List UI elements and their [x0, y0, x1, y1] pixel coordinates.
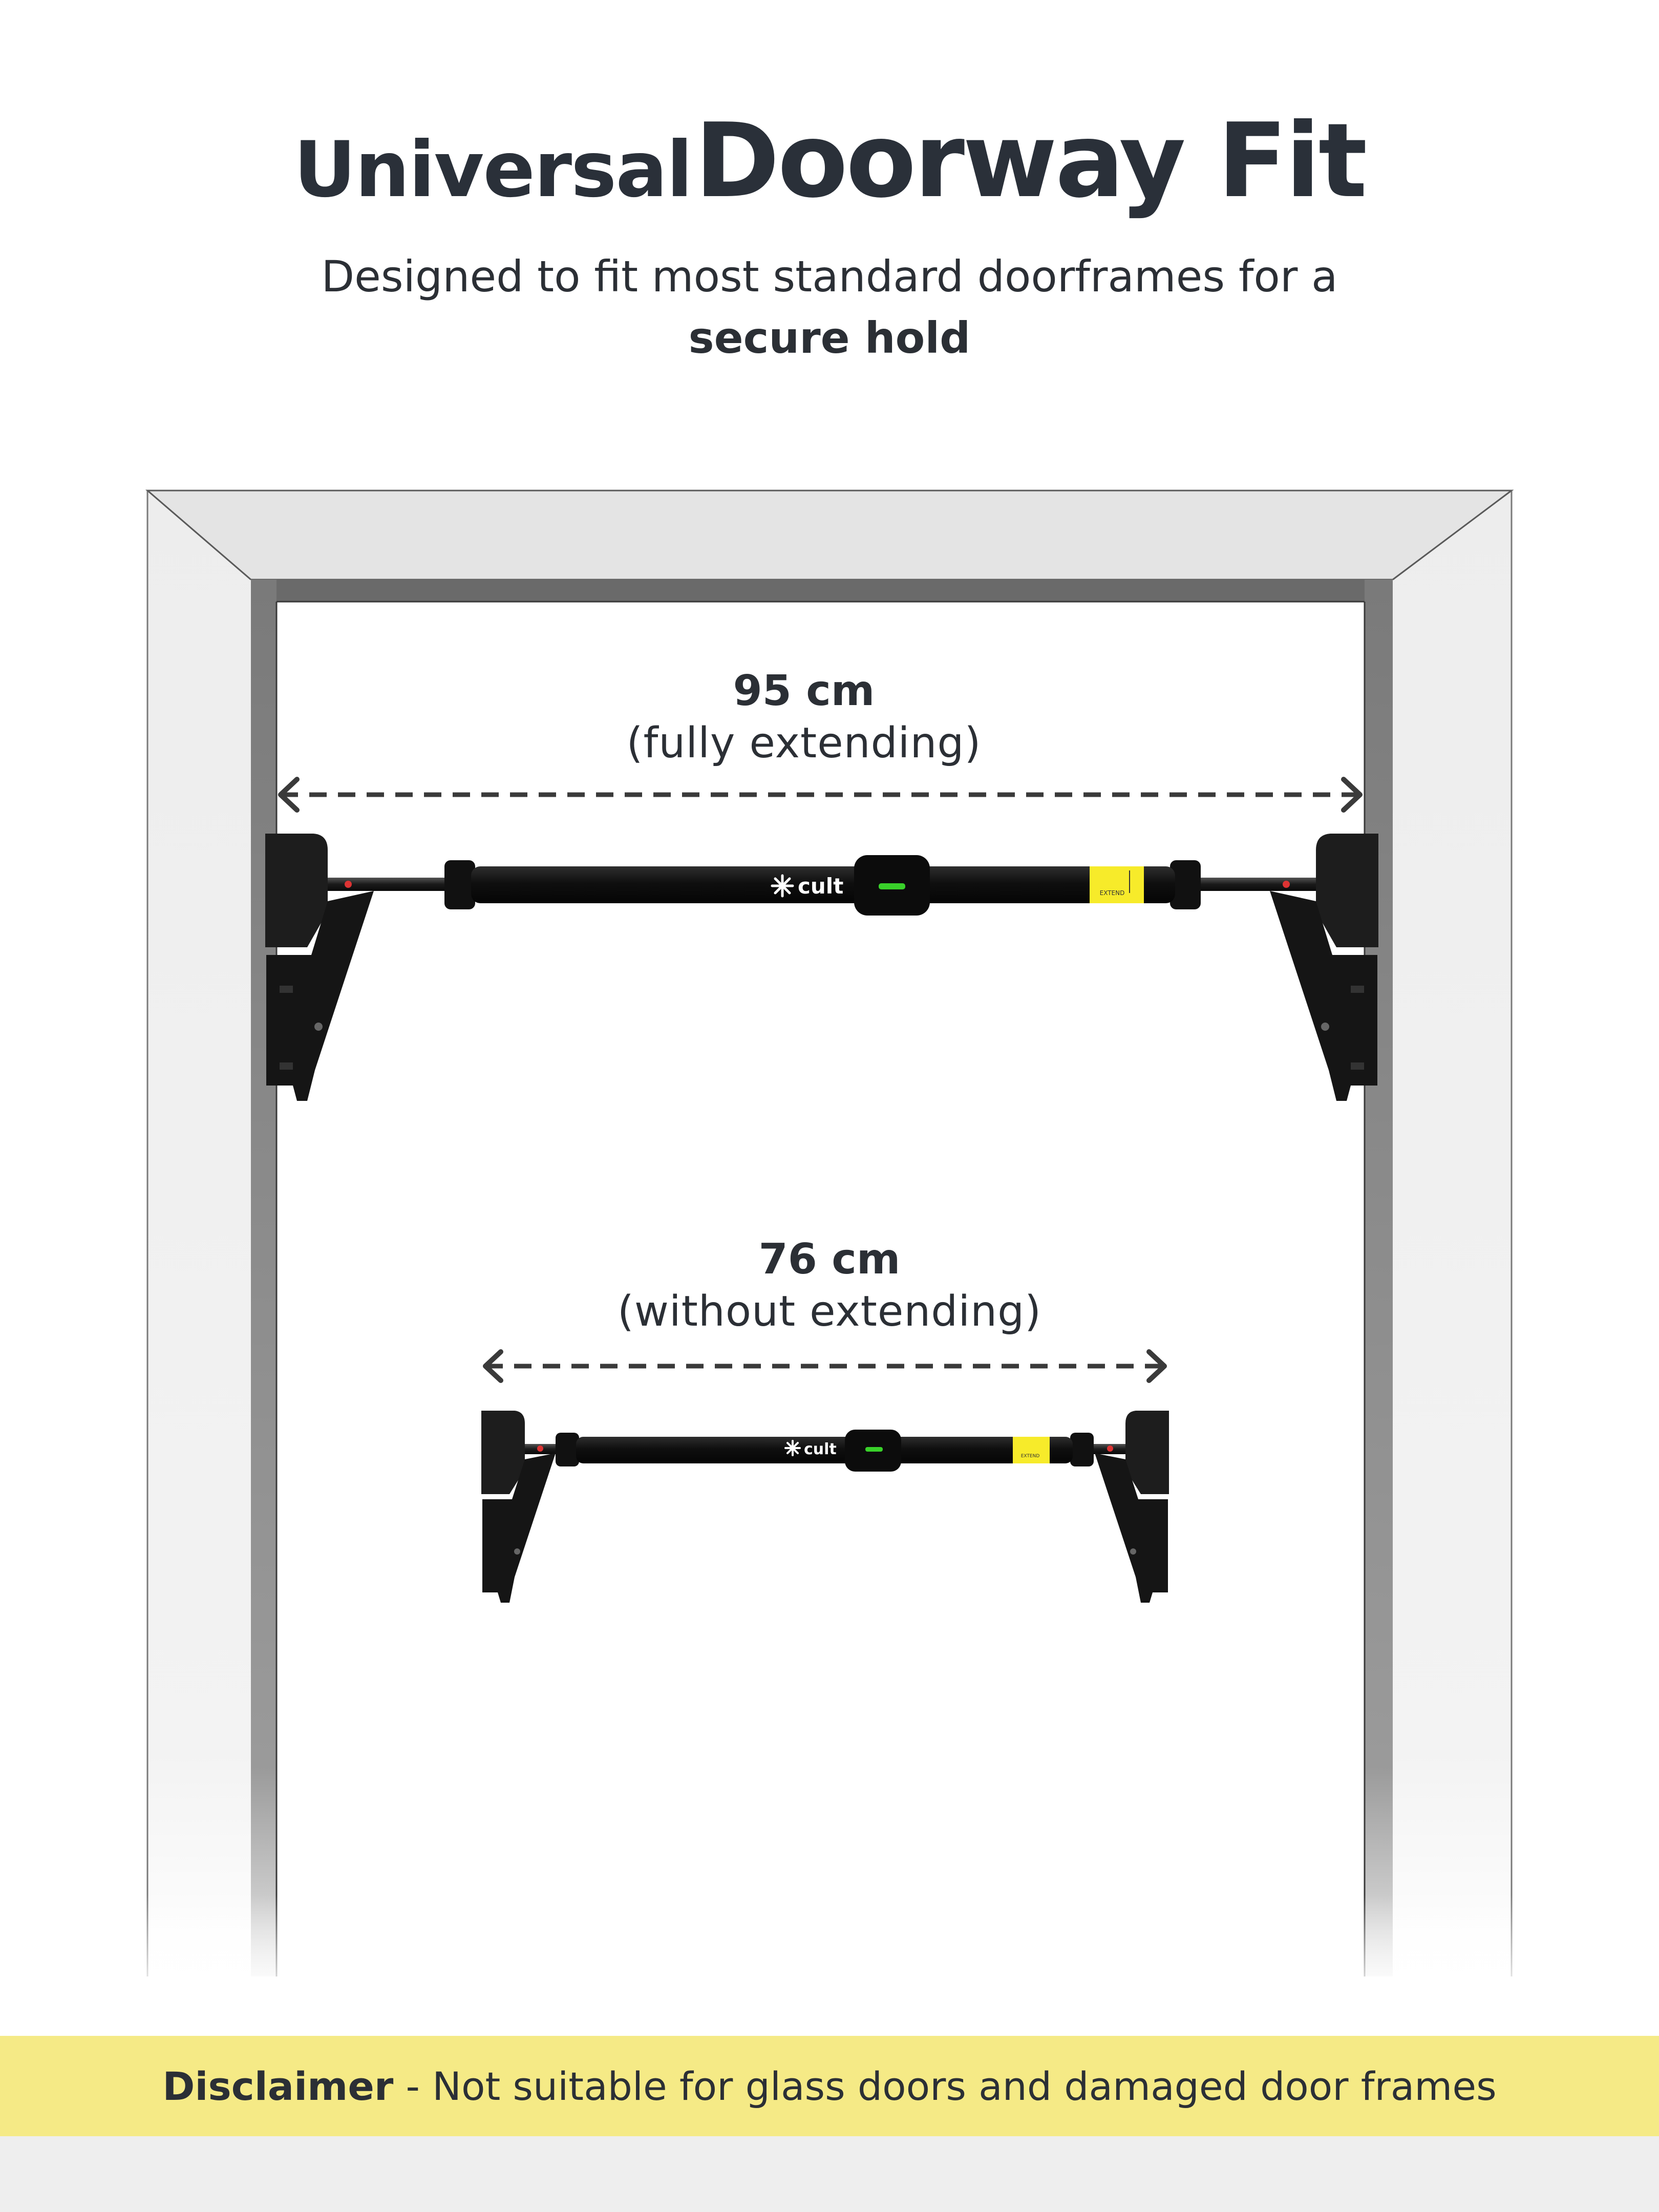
title-part-doorway-fit: Doorway Fit: [694, 101, 1366, 221]
subtitle-line-2: secure hold: [688, 313, 971, 363]
disclaimer-banner: [0, 2036, 1659, 2136]
dimension-label-extended: [599, 666, 1009, 770]
extend-sticker-text: EXTEND: [1020, 1454, 1040, 1459]
pullup-bar-extended: [265, 779, 1378, 1101]
level-indicator: [865, 1447, 883, 1452]
dimension-value-compact: 76 cm: [758, 1235, 901, 1284]
footer-band: [0, 2136, 1659, 2212]
bottom-fade: [0, 1895, 1659, 2038]
dimension-arrow-extended: [281, 779, 1360, 810]
frame-right-jamb: [1365, 580, 1393, 1976]
mount-bracket-right: [1270, 834, 1378, 1101]
disclaimer-label: Disclaimer: [162, 2063, 394, 2109]
title-part-universal: Universal: [293, 125, 692, 215]
extend-sticker: [1090, 866, 1144, 903]
dimension-value-extended: 95 cm: [733, 667, 875, 715]
cult-logo-icon: [772, 874, 843, 899]
dimension-note-extended: (fully extending): [626, 719, 982, 768]
level-indicator: [879, 883, 905, 889]
frame-left-jamb: [251, 580, 276, 1976]
extend-sticker-text: EXTEND: [1099, 889, 1125, 897]
frame-left-post: [147, 491, 251, 1976]
frame-top-trim: [147, 491, 1512, 580]
subtitle-line-1: Designed to fit most standard doorframes for a: [321, 251, 1338, 302]
cult-logo-text: cult: [804, 1440, 837, 1458]
dimension-label-compact: [573, 1234, 1086, 1338]
frame-head-jamb: [251, 580, 1393, 602]
dimension-note-compact: (without extending): [617, 1287, 1042, 1336]
disclaimer-text: - Not suitable for glass doors and damaged door frames: [393, 2063, 1497, 2109]
mount-bracket-left: [265, 834, 374, 1101]
extend-sticker: [1013, 1437, 1050, 1463]
mount-bracket-left: [481, 1411, 556, 1603]
pullup-bar-compact: [481, 1352, 1169, 1603]
mount-bracket-right: [1095, 1411, 1169, 1603]
dimension-arrow-compact: [485, 1352, 1164, 1380]
frame-right-post: [1393, 491, 1512, 1976]
cult-logo-text: cult: [798, 874, 844, 899]
cult-logo-icon: [785, 1440, 837, 1458]
